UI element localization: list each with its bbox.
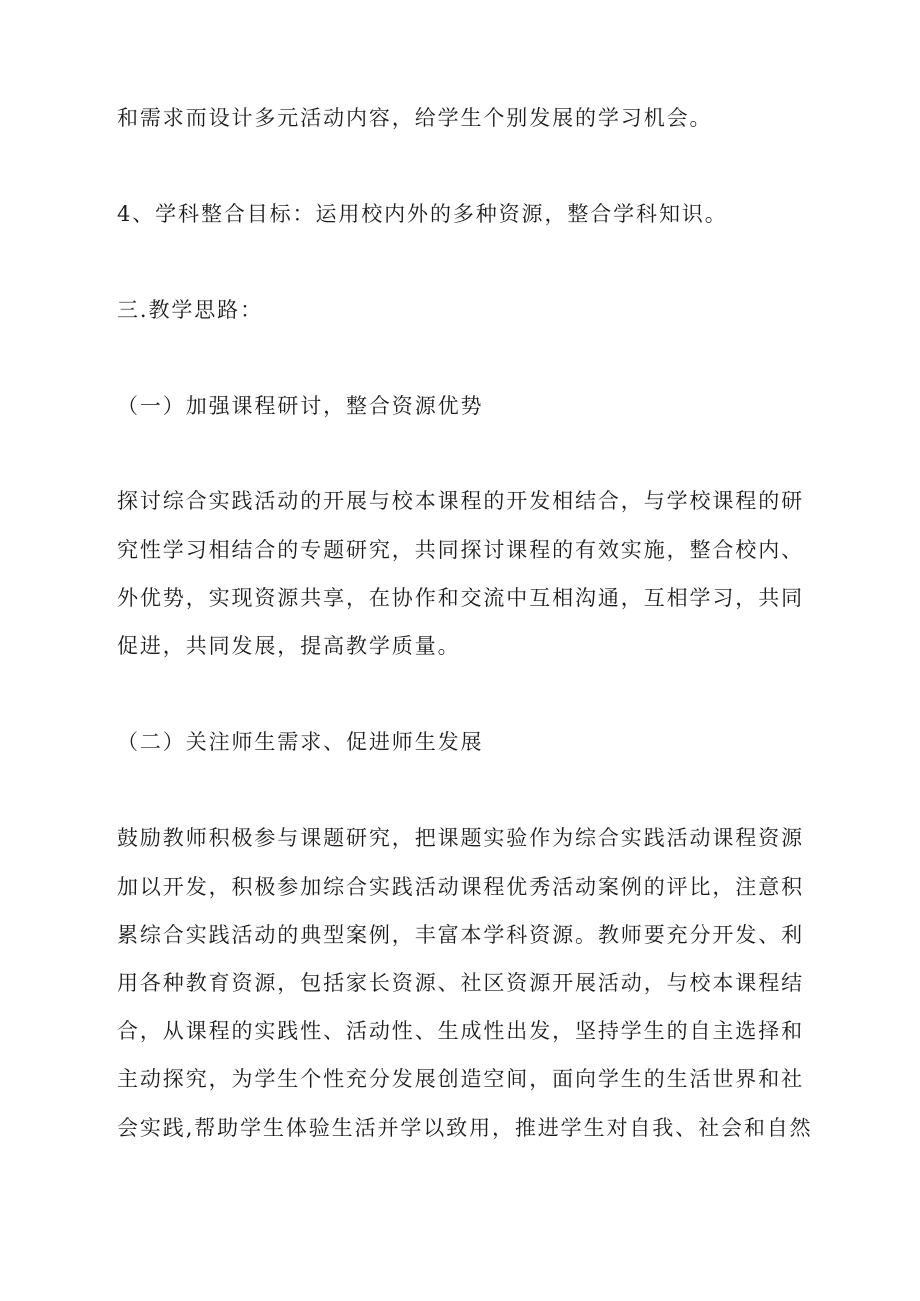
- paragraph-line: 究性学习相结合的专题研究，共同探讨课程的有效实施，整合校内、: [117, 538, 804, 562]
- paragraph-line: 主动探究，为学生个性充分发展创造空间，面向学生的生活世界和社: [117, 1067, 804, 1091]
- paragraph-line: 累综合实践活动的典型案例，丰富本学科资源。教师要充分开发、利: [117, 923, 804, 947]
- subsection-heading: （二）关注师生需求、促进师生发展: [117, 730, 484, 754]
- objective-item: 4、学科整合目标：运用校内外的多种资源，整合学科知识。: [117, 202, 728, 226]
- paragraph-line: 用各种教育资源，包括家长资源、社区资源开展活动，与校本课程结: [117, 971, 804, 995]
- section-heading: 三.教学思路：: [117, 298, 263, 322]
- paragraph-line: 会实践,帮助学生体验生活并学以致用，推进学生对自我、社会和自然: [117, 1116, 813, 1140]
- paragraph-line: 外优势，实现资源共享，在协作和交流中互相沟通，互相学习，共同: [117, 586, 804, 610]
- paragraph-line: 合，从课程的实践性、活动性、生成性出发，坚持学生的自主选择和: [117, 1019, 804, 1043]
- paragraph-line: 和需求而设计多元活动内容，给学生个别发展的学习机会。: [117, 106, 713, 130]
- paragraph-line: 探讨综合实践活动的开展与校本课程的开发相结合，与学校课程的研: [117, 489, 804, 513]
- paragraph-line: 促进，共同发展，提高教学质量。: [117, 634, 461, 658]
- paragraph-line: 鼓励教师积极参与课题研究，把课题实验作为综合实践活动课程资源: [117, 826, 804, 850]
- paragraph-line: 加以开发，积极参加综合实践活动课程优秀活动案例的评比，注意积: [117, 875, 804, 899]
- subsection-heading: （一）加强课程研讨，整合资源优势: [117, 394, 484, 418]
